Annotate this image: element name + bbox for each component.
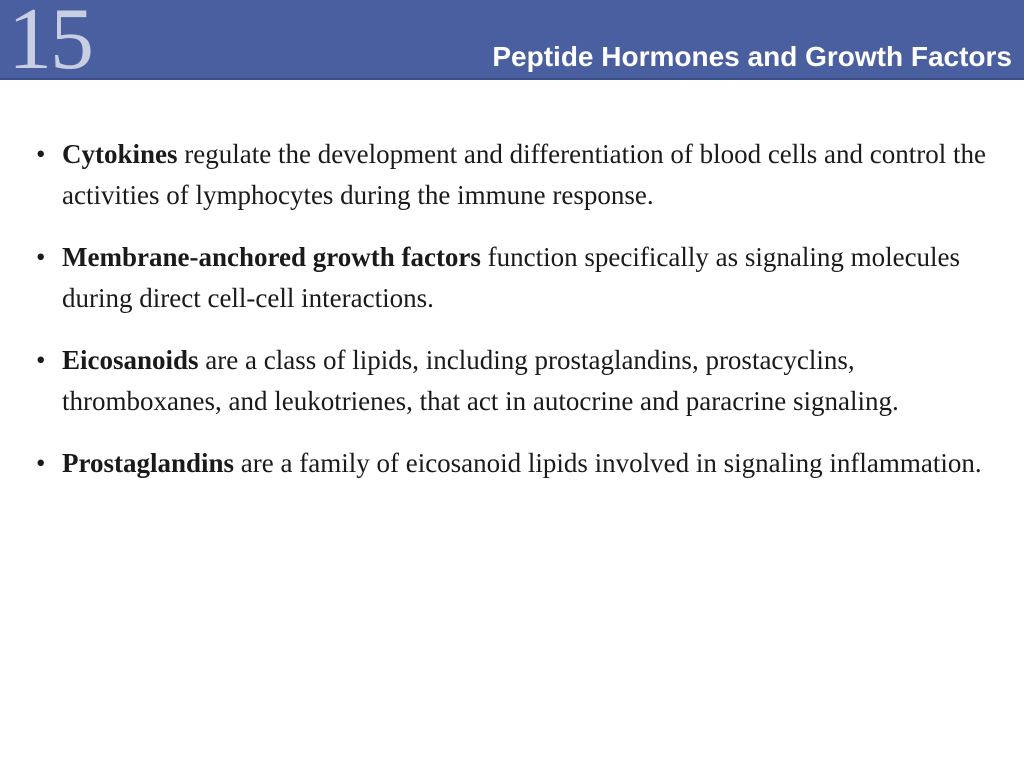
bullet-marker: • [36, 139, 46, 169]
bullet-text: function specifically as signaling molecules during direct cell-cell interactions. [62, 242, 961, 313]
bullet-text: regulate the development and differentiation of blood cells and control the activities of lymphocytes during the immune response. [62, 139, 986, 210]
slide-title: Peptide Hormones and Growth Factors [492, 41, 1012, 72]
chapter-number: 15 [8, 0, 92, 88]
bullet-marker: • [36, 448, 46, 478]
bullet-item-membrane-anchored-growth-factors [36, 237, 996, 319]
bullet-term: Cytokines [62, 139, 178, 169]
bullet-text: are a family of eicosanoid lipids involved in signaling inflammation. [234, 448, 982, 478]
bullet-term: Prostaglandins [62, 448, 235, 478]
bullet-item-cytokines [36, 134, 996, 216]
bullet-item-eicosanoids [36, 340, 996, 422]
bullet-marker: • [36, 242, 46, 272]
slide-header [0, 0, 1024, 88]
bullet-term: Eicosanoids [62, 345, 199, 375]
bullet-text: are a class of lipids, including prostaglandins, prostacyclins, thromboxanes, and leukotrienes, that act in autocrine and paracrine signaling. [62, 345, 899, 416]
bullet-list [36, 134, 996, 505]
bullet-marker: • [36, 345, 46, 375]
bullet-term: Membrane-anchored growth factors [62, 242, 481, 272]
bullet-item-prostaglandins [36, 443, 996, 484]
